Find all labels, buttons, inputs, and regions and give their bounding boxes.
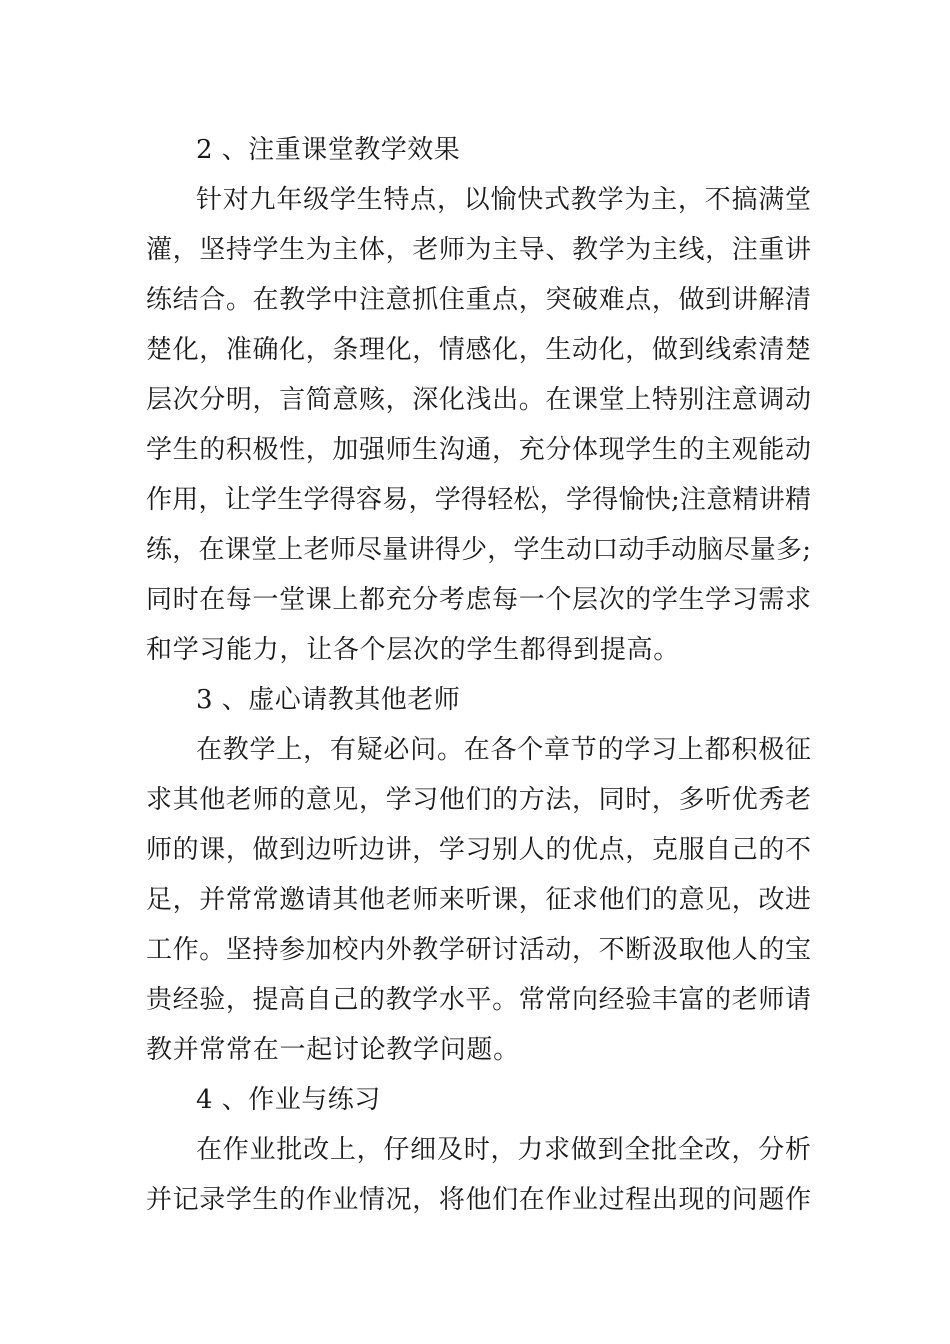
paragraph-line: 求其他老师的意见，学习他们的方法，同时，多听优秀老 [146, 785, 811, 815]
paragraph-line: 楚化，准确化，条理化，情感化，生动化，做到线索清楚 [146, 335, 811, 365]
paragraph-line: 练，在课堂上老师尽量讲得少，学生动口动手动脑尽量多; [146, 535, 811, 565]
section-heading: 3 、虚心请教其他老师 [196, 685, 461, 715]
paragraph-line: 同时在每一堂课上都充分考虑每一个层次的学生学习需求 [146, 585, 811, 615]
paragraph-line: 教并常常在一起讨论教学问题。 [146, 1035, 520, 1065]
paragraph-line: 工作。坚持参加校内外教学研讨活动，不断汲取他人的宝 [146, 935, 811, 965]
paragraph-line: 并记录学生的作业情况，将他们在作业过程出现的问题作 [146, 1185, 811, 1215]
paragraph-line: 师的课，做到边听边讲，学习别人的优点，克服自己的不 [146, 835, 811, 865]
paragraph-line: 作用，让学生学得容易，学得轻松，学得愉快;注意精讲精 [146, 485, 811, 515]
section-heading: 4 、作业与练习 [196, 1085, 381, 1115]
paragraph-line: 灌，坚持学生为主体，老师为主导、教学为主线，注重讲 [146, 235, 811, 265]
paragraph-line: 学生的积极性，加强师生沟通，充分体现学生的主观能动 [146, 435, 811, 465]
paragraph-line: 在教学上，有疑必问。在各个章节的学习上都积极征 [196, 735, 811, 765]
paragraph-line: 和学习能力，让各个层次的学生都得到提高。 [146, 635, 681, 665]
paragraph-line: 贵经验，提高自己的教学水平。常常向经验丰富的老师请 [146, 985, 811, 1015]
paragraph-line: 在作业批改上，仔细及时，力求做到全批全改，分析 [196, 1135, 811, 1165]
section-heading: 2 、注重课堂教学效果 [196, 135, 461, 165]
paragraph-line: 足，并常常邀请其他老师来听课，征求他们的意见，改进 [146, 885, 811, 915]
paragraph-line: 针对九年级学生特点，以愉快式教学为主，不搞满堂 [196, 185, 811, 215]
paragraph-line: 层次分明，言简意赅，深化浅出。在课堂上特别注意调动 [146, 385, 811, 415]
paragraph-line: 练结合。在教学中注意抓住重点，突破难点，做到讲解清 [146, 285, 811, 315]
